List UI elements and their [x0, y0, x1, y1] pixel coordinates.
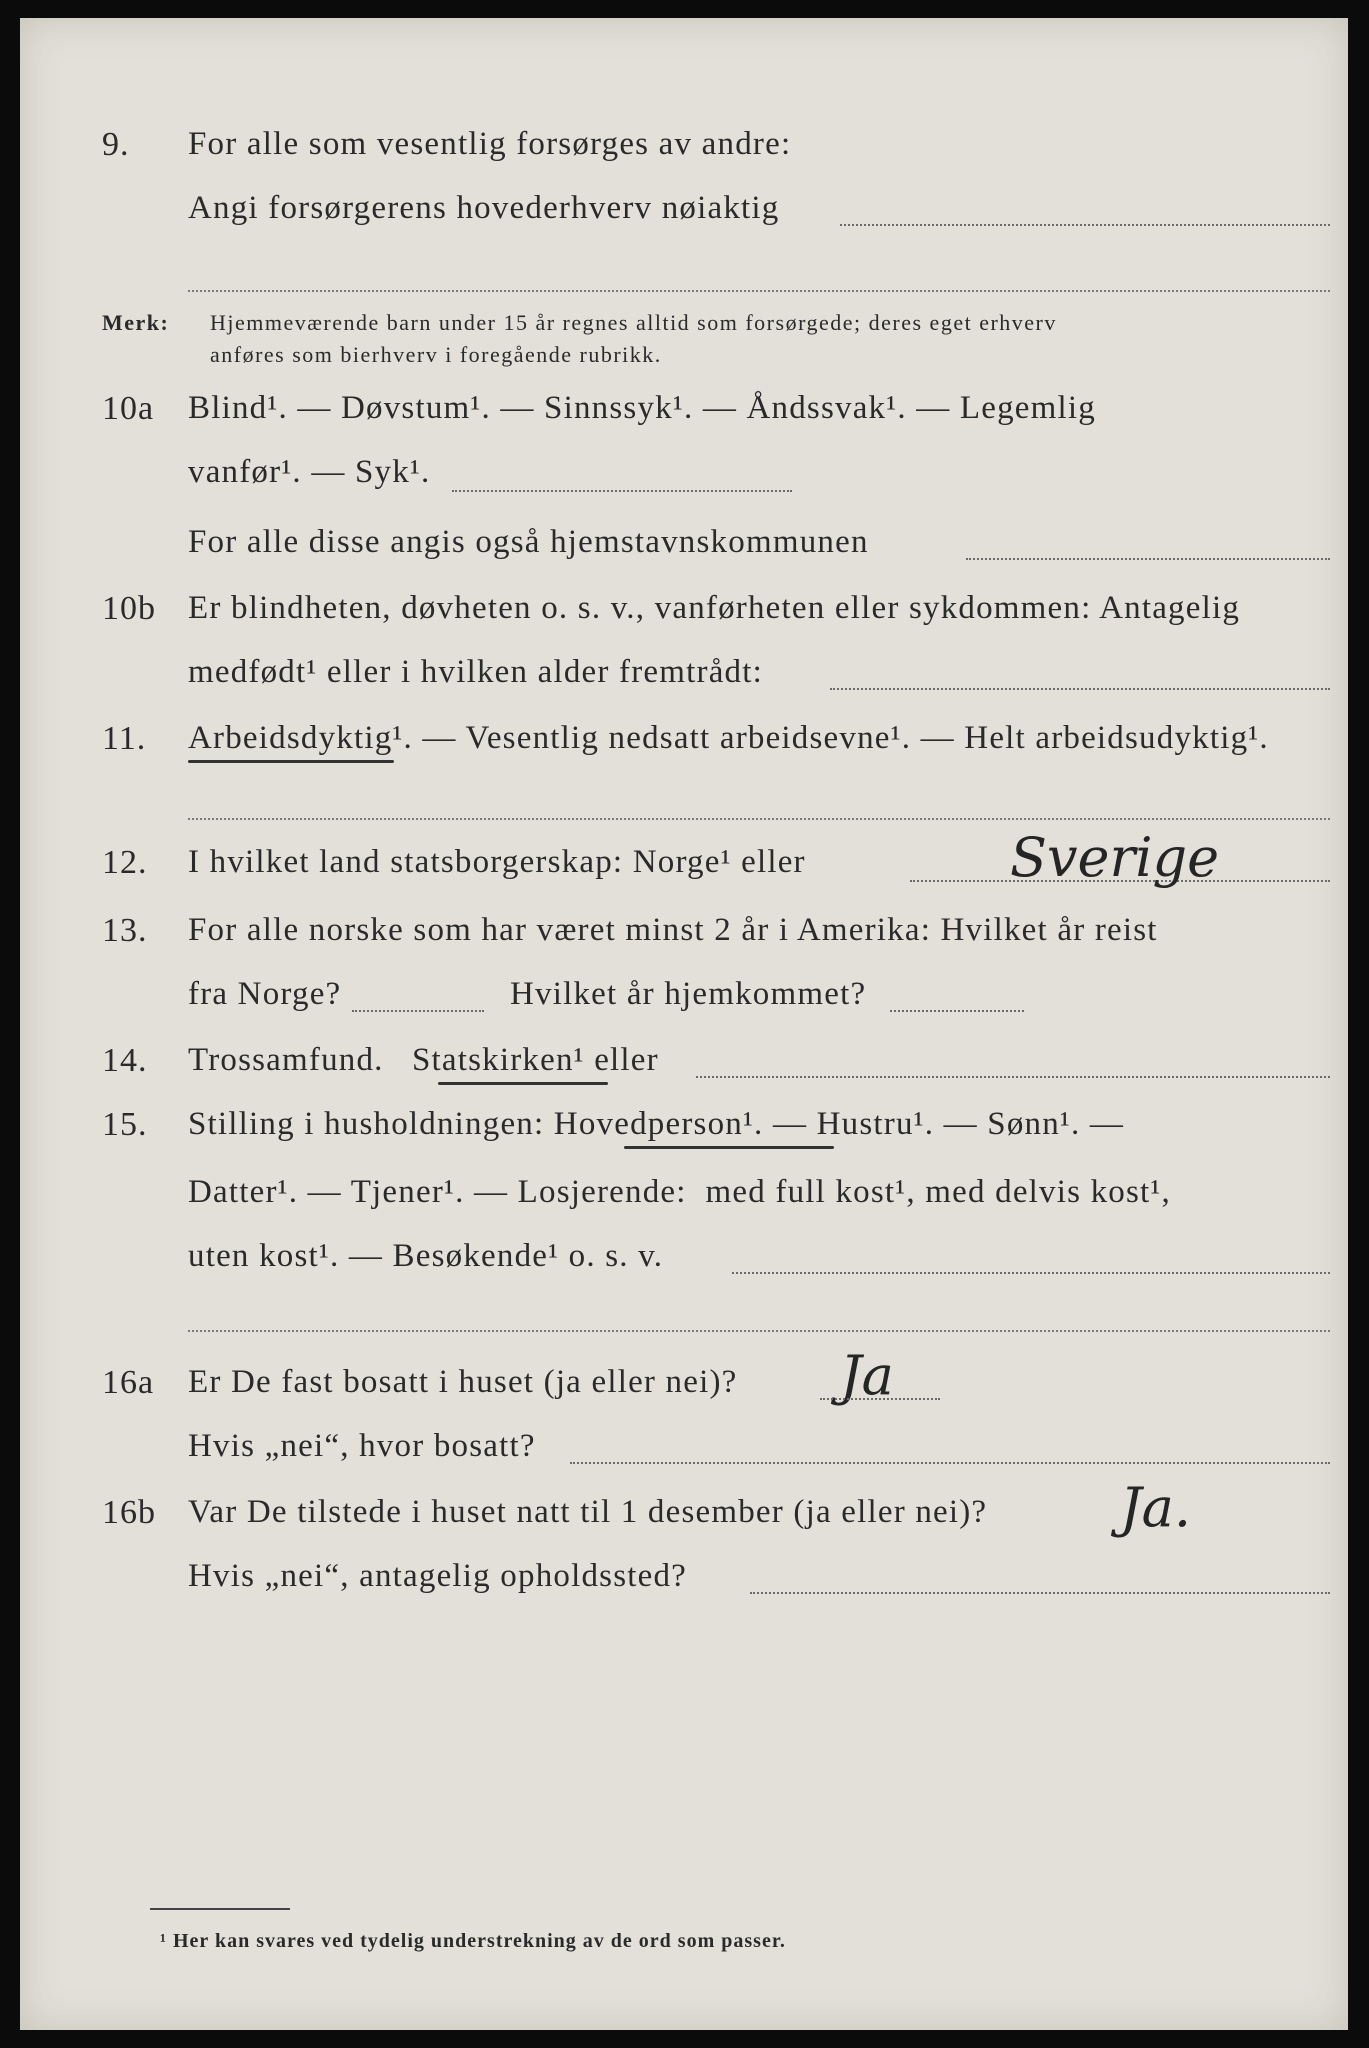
question-10a-line-2: vanfør¹. — Syk¹.: [188, 454, 431, 490]
statskirken-underline-mark: [438, 1082, 608, 1085]
question-13-number: 13.: [102, 912, 148, 949]
question-12-line-1: I hvilket land statsborgerskap: Norge¹ eller: [188, 844, 806, 880]
question-14-number: 14.: [102, 1042, 148, 1079]
question-10a-line-1: Blind¹. — Døvstum¹. — Sinnssyk¹. — Åndssvak¹. — Legemlig: [188, 390, 1096, 426]
question-13-line-2b: Hvilket år hjemkommet?: [510, 976, 867, 1012]
question-14-answer-line[interactable]: [696, 1076, 1330, 1078]
question-15-number: 15.: [102, 1106, 148, 1143]
question-9-answer-line[interactable]: [840, 224, 1330, 226]
question-16b-line-2: Hvis „nei“, antagelig opholdssted?: [188, 1558, 688, 1594]
footnote-divider: [150, 1908, 290, 1910]
hovedperson-underline-mark: [624, 1146, 834, 1149]
question-15-continuation-line[interactable]: [188, 1330, 1330, 1332]
question-13-line-1: For alle norske som har været minst 2 år i Amerika: Hvilket år reist: [188, 912, 1158, 948]
arbeidsdyktig-underline-mark: [188, 760, 394, 763]
question-16a-handwritten-answer: Ja: [840, 1344, 894, 1407]
merk-label: Merk:: [102, 310, 170, 335]
question-9-line-1: For alle som vesentlig forsørges av andre:: [188, 126, 792, 162]
question-10a-number: 10a: [102, 390, 155, 427]
question-15-answer-line[interactable]: [732, 1272, 1330, 1274]
merk-line-1: Hjemmeværende barn under 15 år regnes alltid som forsørgede; deres eget erhverv: [210, 310, 1057, 335]
question-10b-line-2: medfødt¹ eller i hvilken alder fremtrådt:: [188, 654, 763, 690]
question-16b-line-1: Var De tilstede i huset natt til 1 desember (ja eller nei)?: [188, 1494, 988, 1530]
question-13-return-year-line[interactable]: [890, 1010, 1024, 1012]
question-16b-handwritten-answer: Ja.: [1120, 1476, 1192, 1539]
question-9-continuation-line[interactable]: [188, 290, 1330, 292]
merk-line-2: anføres som bierhverv i foregående rubrikk.: [210, 342, 662, 367]
question-16a-line-2: Hvis „nei“, hvor bosatt?: [188, 1428, 536, 1464]
question-16a-answer-line[interactable]: [820, 1398, 940, 1400]
question-15-line-2: Datter¹. — Tjener¹. — Losjerende: med full kost¹, med delvis kost¹,: [188, 1174, 1171, 1210]
question-10b-line-1: Er blindheten, døvheten o. s. v., vanførheten eller sykdommen: Antagelig: [188, 590, 1241, 626]
question-10b-answer-line[interactable]: [830, 688, 1330, 690]
question-10a-hometown-line[interactable]: [966, 558, 1330, 560]
question-11-number: 11.: [102, 720, 147, 757]
question-10b-number: 10b: [102, 590, 156, 627]
question-9-number: 9.: [102, 126, 130, 163]
question-15-line-1: Stilling i husholdningen: Hovedperson¹. — Hustru¹. — Sønn¹. —: [188, 1106, 1125, 1142]
question-16b-number: 16b: [102, 1494, 156, 1531]
question-12-handwritten-answer: Sverige: [1010, 826, 1220, 889]
question-16a-line-1: Er De fast bosatt i huset (ja eller nei)?: [188, 1364, 738, 1400]
question-14-line-1: Trossamfund. Statskirken¹ eller: [188, 1042, 659, 1078]
question-10a-line-3: For alle disse angis også hjemstavnskommunen: [188, 524, 869, 560]
question-16a-number: 16a: [102, 1364, 155, 1401]
question-9-line-2: Angi forsørgerens hovederhverv nøiaktig: [188, 190, 780, 226]
question-11-continuation-line[interactable]: [188, 818, 1330, 820]
footnote: ¹ Her kan svares ved tydelig understrekning av de ord som passer.: [160, 1930, 786, 1952]
census-form-page: [20, 18, 1348, 2030]
question-15-line-3: uten kost¹. — Besøkende¹ o. s. v.: [188, 1238, 664, 1274]
question-11-line-1: Arbeidsdyktig¹. — Vesentlig nedsatt arbeidsevne¹. — Helt arbeidsudyktig¹.: [188, 720, 1269, 756]
question-16b-location-line[interactable]: [750, 1592, 1330, 1594]
question-13-line-2a: fra Norge?: [188, 976, 342, 1012]
question-13-departure-year-line[interactable]: [352, 1010, 484, 1012]
question-12-number: 12.: [102, 844, 148, 881]
question-16a-residence-line[interactable]: [570, 1462, 1330, 1464]
question-10a-answer-line[interactable]: [452, 490, 792, 492]
